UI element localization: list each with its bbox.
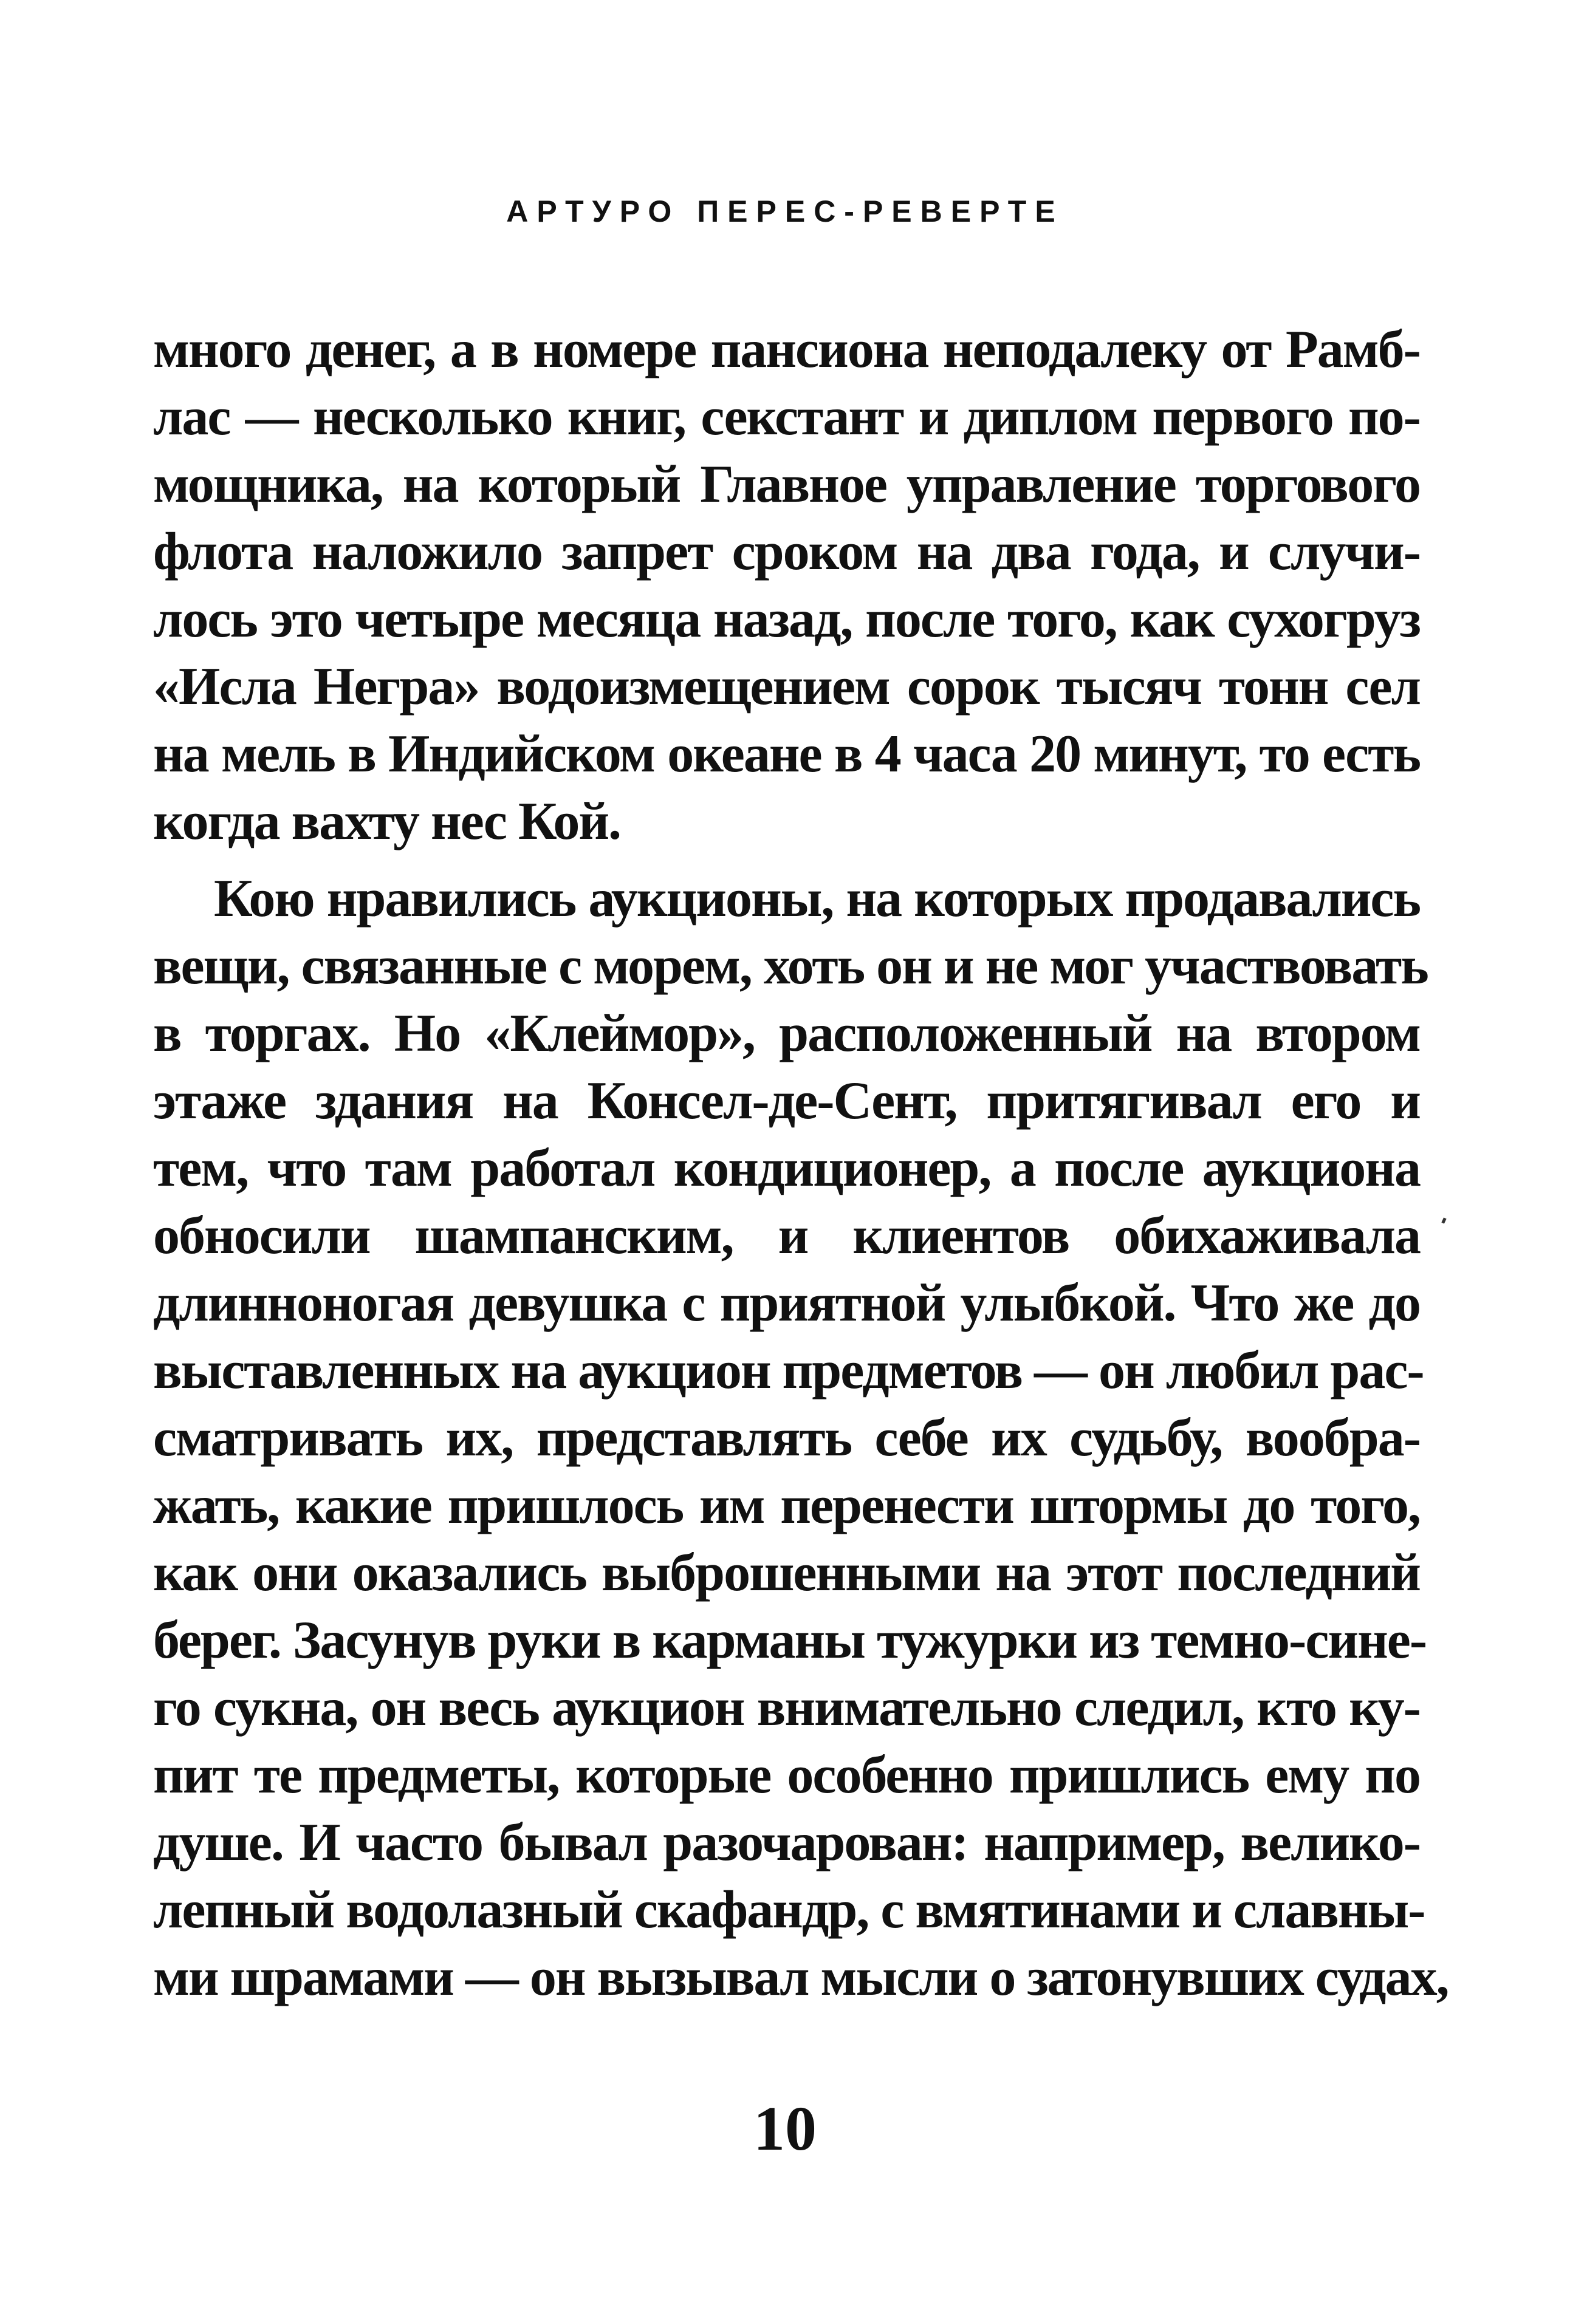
paragraph [153, 316, 1420, 855]
text-line: жать, какие пришлось им перенести штормы до того, [153, 1476, 1420, 1535]
body-text [153, 316, 1448, 2011]
text-line: этаже здания на Консел-де-Сент, притягивал его и [153, 1071, 1420, 1130]
text-line: берег. Засунув руки в карманы тужурки из темно-сине- [153, 1611, 1427, 1670]
text-line: вещи, связанные с морем, хоть он и не мог участвовать [153, 937, 1428, 996]
text-line: душе. И часто бывал разочарован: например, велико- [153, 1813, 1420, 1872]
text-line: выставленных на аукцион предметов — он любил рас- [153, 1341, 1424, 1400]
text-line: в торгах. Но «Клеймор», расположенный на втором [153, 1004, 1420, 1063]
print-speck [1441, 1217, 1446, 1223]
text-line: на мель в Индийском океане в 4 часа 20 минут, то есть [153, 725, 1420, 784]
text-line: лас — несколько книг, секстант и диплом первого по- [153, 388, 1420, 446]
text-line: Кою нравились аукционы, на которых продавались [214, 869, 1420, 928]
text-line: го сукна, он весь аукцион внимательно следил, кто ку- [153, 1678, 1420, 1737]
paragraph [153, 865, 1448, 2011]
text-line: ми шрамами — он вызывал мысли о затонувших судах, [153, 1948, 1448, 2007]
text-line: флота наложило запрет сроком на два года, и случи- [153, 522, 1420, 581]
text-line: обносили шампанским, и клиентов обихаживала [153, 1206, 1420, 1265]
text-line: «Исла Негра» водоизмещением сорок тысяч тонн сел [153, 657, 1420, 716]
text-line: пит те предметы, которые особенно пришлись ему по [153, 1746, 1420, 1805]
paragraph-gap [153, 855, 1420, 865]
text-line: лепный водолазный скафандр, с вмятинами и славны- [153, 1881, 1425, 1940]
page-number: 10 [753, 2094, 817, 2164]
text-line: сматривать их, представлять себе их судьбу, вообра- [153, 1409, 1420, 1468]
text-line: лось это четыре месяца назад, после того, как сухогруз [153, 590, 1420, 649]
text-line: когда вахту нес Кой. [153, 792, 621, 851]
text-line: много денег, а в номере пансиона неподалеку от Рамб- [153, 320, 1420, 379]
text-line: как они оказались выброшенными на этот последний [153, 1543, 1420, 1602]
text-line: тем, что там работал кондиционер, а после аукциона [153, 1139, 1420, 1198]
text-line: мощника, на который Главное управление торгового [153, 455, 1420, 514]
running-head: АРТУРО ПЕРЕС-РЕВЕРТЕ [506, 194, 1064, 228]
text-line: длинноногая девушка с приятной улыбкой. Что же до [153, 1274, 1420, 1333]
